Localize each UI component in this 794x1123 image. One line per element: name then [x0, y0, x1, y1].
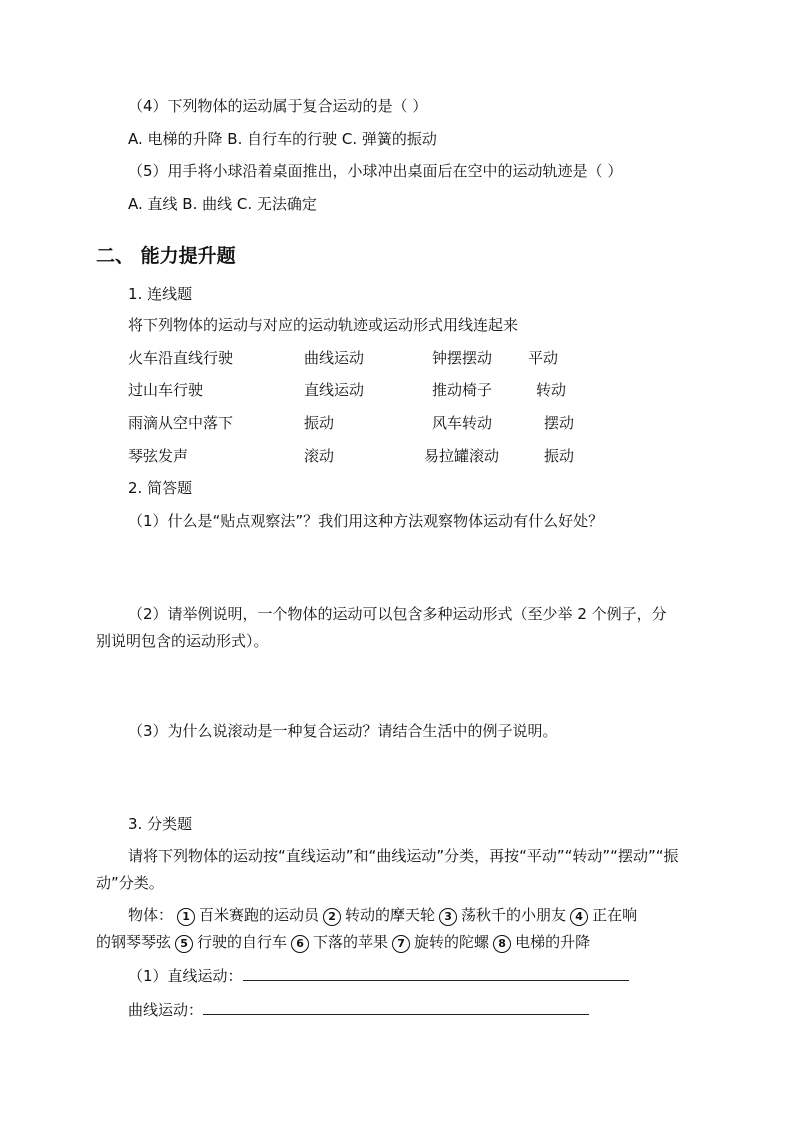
answer-1-label: （1）直线运动： [128, 967, 243, 985]
answer-2-label: 曲线运动： [128, 1001, 204, 1019]
object-item: 荡秋千的小朋友 [461, 906, 567, 924]
object-item: 百米赛跑的运动员 [199, 906, 320, 924]
match-cell: 推动椅子 [432, 381, 493, 399]
answer-line-2 [128, 998, 589, 1020]
answer-2-blank[interactable] [203, 998, 589, 1015]
match-cell: 风车转动 [432, 414, 493, 432]
match-cell: 雨滴从空中落下 [128, 414, 234, 432]
objects-prefix: 物体： [128, 906, 174, 924]
match-cell: 曲线运动 [304, 349, 365, 367]
match-cell: 火车沿直线行驶 [128, 349, 234, 367]
object-item-cont: 的钢琴琴弦 [96, 933, 172, 951]
question-4: （4）下列物体的运动属于复合运动的是（ ） [128, 97, 428, 115]
classify-instruction: 请将下列物体的运动按“直线运动”和“曲线运动”分类，再按“平动”“转动”“摆动”“振 [128, 847, 679, 865]
match-title: 1. 连线题 [128, 285, 193, 303]
question-5-options: A. 直线 B. 曲线 C. 无法确定 [128, 195, 317, 213]
object-item: 下落的苹果 [313, 933, 389, 951]
short-question-1: （1）什么是“贴点观察法”？我们用这种方法观察物体运动有什么好处？ [128, 512, 604, 530]
match-cell: 直线运动 [304, 381, 365, 399]
object-item: 行驶的自行车 [197, 933, 288, 951]
objects-line-2 [96, 932, 590, 953]
match-cell: 平动 [528, 349, 559, 367]
match-cell: 钟摆摆动 [432, 349, 493, 367]
object-item: 正在响 [592, 906, 638, 924]
circled-number: 6 [291, 935, 309, 953]
short-answer-title: 2. 简答题 [128, 479, 193, 497]
object-item: 旋转的陀螺 [414, 933, 490, 951]
match-cell: 转动 [536, 381, 567, 399]
answer-1-blank[interactable] [243, 964, 629, 981]
circled-number: 5 [175, 935, 193, 953]
section-heading: 二、 能力提升题 [96, 245, 236, 267]
object-item: 电梯的升降 [515, 933, 591, 951]
question-4-options: A. 电梯的升降 B. 自行车的行驶 C. 弹簧的振动 [128, 130, 437, 148]
match-instruction: 将下列物体的运动与对应的运动轨迹或运动形式用线连起来 [128, 316, 519, 334]
match-cell: 过山车行驶 [128, 381, 204, 399]
match-cell: 振动 [304, 414, 335, 432]
short-question-3: （3）为什么说滚动是一种复合运动？请结合生活中的例子说明。 [128, 722, 558, 740]
circled-number: 4 [570, 908, 588, 926]
circled-number: 7 [392, 935, 410, 953]
circled-number: 3 [439, 908, 457, 926]
objects-line-1 [128, 905, 637, 926]
question-5: （5）用手将小球沿着桌面推出，小球冲出桌面后在空中的运动轨迹是（ ） [128, 162, 623, 180]
match-cell: 易拉罐滚动 [424, 447, 500, 465]
object-item: 转动的摩天轮 [345, 906, 436, 924]
classify-instruction-cont: 动”分类。 [96, 874, 164, 892]
match-cell: 琴弦发声 [128, 447, 189, 465]
circled-number: 8 [493, 935, 511, 953]
match-cell: 振动 [544, 447, 575, 465]
circled-number: 2 [323, 908, 341, 926]
short-question-2: （2）请举例说明，一个物体的运动可以包含多种运动形式（至少举 2 个例子，分 [128, 605, 667, 623]
circled-number: 1 [177, 908, 195, 926]
match-cell: 滚动 [304, 447, 335, 465]
match-cell: 摆动 [544, 414, 575, 432]
answer-line-1 [128, 964, 629, 986]
classify-title: 3. 分类题 [128, 815, 193, 833]
short-question-2-cont: 别说明包含的运动形式）。 [96, 632, 269, 650]
